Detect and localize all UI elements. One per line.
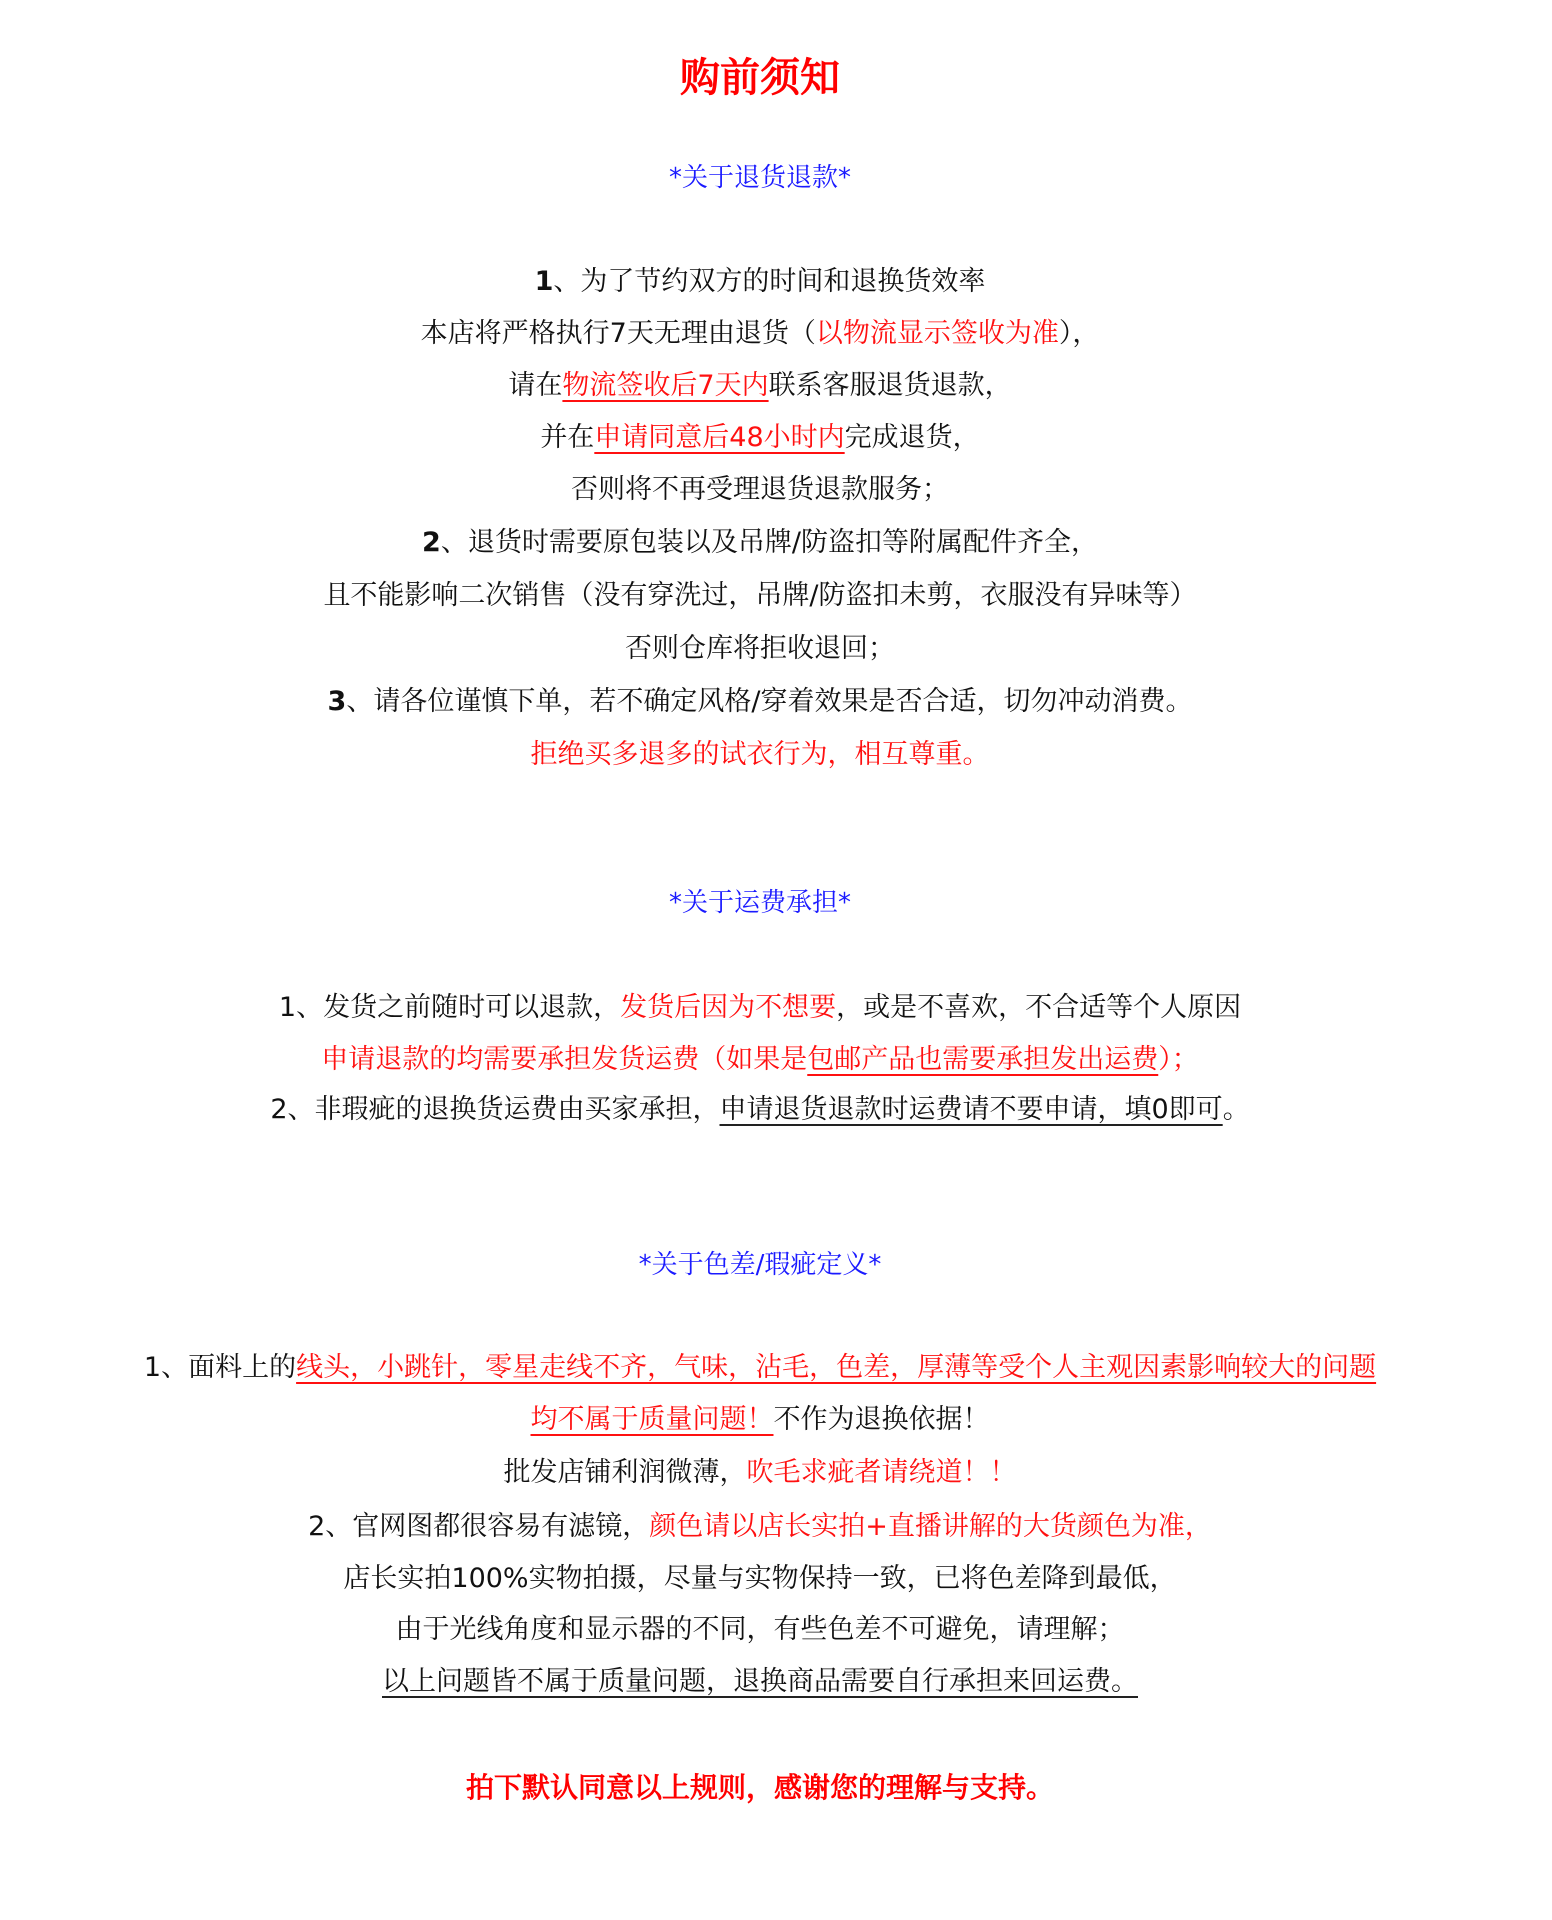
emphasis-underlined-text: 包邮产品也需要承担发出运费 xyxy=(807,1044,1159,1075)
item-number: 2 xyxy=(422,527,441,558)
returns-line-8: 否则仓库将拒收退回； xyxy=(625,633,895,664)
defects-line-7 xyxy=(0,1664,1520,1700)
item-number: 3 xyxy=(327,686,347,717)
returns-line-3: 请在物流签收后7天内联系客服退货退款， xyxy=(508,370,1012,401)
defects-line-5: 店长实拍100%实物拍摄，尽量与实物保持一致，已将色差降到最低， xyxy=(343,1563,1177,1594)
emphasis-text: 发货后因为不想要 xyxy=(620,992,837,1023)
emphasis-underlined-text: 线头，小跳针，零星走线不齐，气味，沾毛，色差，厚薄等受个人主观因素影响较大的问题 xyxy=(296,1352,1377,1383)
page-title: 购前须知 xyxy=(680,55,840,101)
section-heading-returns: *关于退货退款* xyxy=(668,163,851,193)
shipping-line-3: 2、非瑕疵的退换货运费由买家承担，申请退货退款时运费请不要申请，填0即可。 xyxy=(270,1094,1250,1125)
returns-line-6: 2、退货时需要原包装以及吊牌/防盗扣等附属配件齐全， xyxy=(422,527,1098,558)
returns-line-2: 本店将严格执行7天无理由退货（以物流显示签收为准）， xyxy=(420,318,1100,349)
returns-line-9: 3、请各位谨慎下单，若不确定风格/穿着效果是否合适，切勿冲动消费。 xyxy=(327,686,1193,717)
emphasis-text: 以物流显示签收为准 xyxy=(815,318,1059,349)
returns-line-7: 且不能影响二次销售（没有穿洗过，吊牌/防盗扣未剪，衣服没有异味等） xyxy=(323,580,1197,611)
underlined-text: 申请退货退款时运费请不要申请，填0即可 xyxy=(719,1094,1223,1125)
defects-line-1: 1、面料上的线头，小跳针，零星走线不齐，气味，沾毛，色差，厚薄等受个人主观因素影响较大的问题 xyxy=(143,1352,1377,1383)
item-number: 1 xyxy=(534,266,554,297)
returns-line-4: 并在申请同意后48小时内完成退货， xyxy=(540,422,980,453)
returns-line-10: 拒绝买多退多的试衣行为，相互尊重。 xyxy=(530,739,990,770)
section-heading-shipping: *关于运费承担* xyxy=(668,888,851,918)
shipping-line-2: 申请退款的均需要承担发货运费（如果是包邮产品也需要承担发出运费）； xyxy=(321,1044,1199,1075)
emphasis-text: 吹毛求疵者请绕道！！ xyxy=(746,1457,1017,1488)
defects-line-4: 2、官网图都很容易有滤镜，颜色请以店长实拍+直播讲解的大货颜色为准， xyxy=(308,1511,1212,1542)
section-heading-defects: *关于色差/瑕疵定义* xyxy=(638,1250,882,1280)
defects-line-3: 批发店铺利润微薄，吹毛求疵者请绕道！！ xyxy=(503,1457,1017,1488)
underlined-text: 以上问题皆不属于质量问题，退换商品需要自行承担来回运费。 xyxy=(382,1666,1138,1697)
returns-line-5: 否则将不再受理退货退款服务； xyxy=(571,474,949,505)
defects-line-2: 均不属于质量问题！不作为退换依据！ xyxy=(530,1404,990,1435)
emphasis-underlined-text: 均不属于质量问题！ xyxy=(530,1404,774,1435)
emphasis-text: 颜色请以店长实拍+直播讲解的大货颜色为准， xyxy=(649,1511,1212,1542)
shipping-line-1: 1、发货之前随时可以退款，发货后因为不想要，或是不喜欢，不合适等个人原因 xyxy=(278,992,1242,1023)
defects-line-6: 由于光线角度和显示器的不同，有些色差不可避免，请理解； xyxy=(395,1614,1125,1645)
closing-statement: 拍下默认同意以上规则，感谢您的理解与支持。 xyxy=(465,1771,1054,1804)
emphasis-underlined-text: 物流签收后7天内 xyxy=(562,370,769,401)
emphasis-underlined-text: 申请同意后48小时内 xyxy=(594,422,845,453)
returns-line-1: 1、为了节约双方的时间和退换货效率 xyxy=(534,266,986,297)
